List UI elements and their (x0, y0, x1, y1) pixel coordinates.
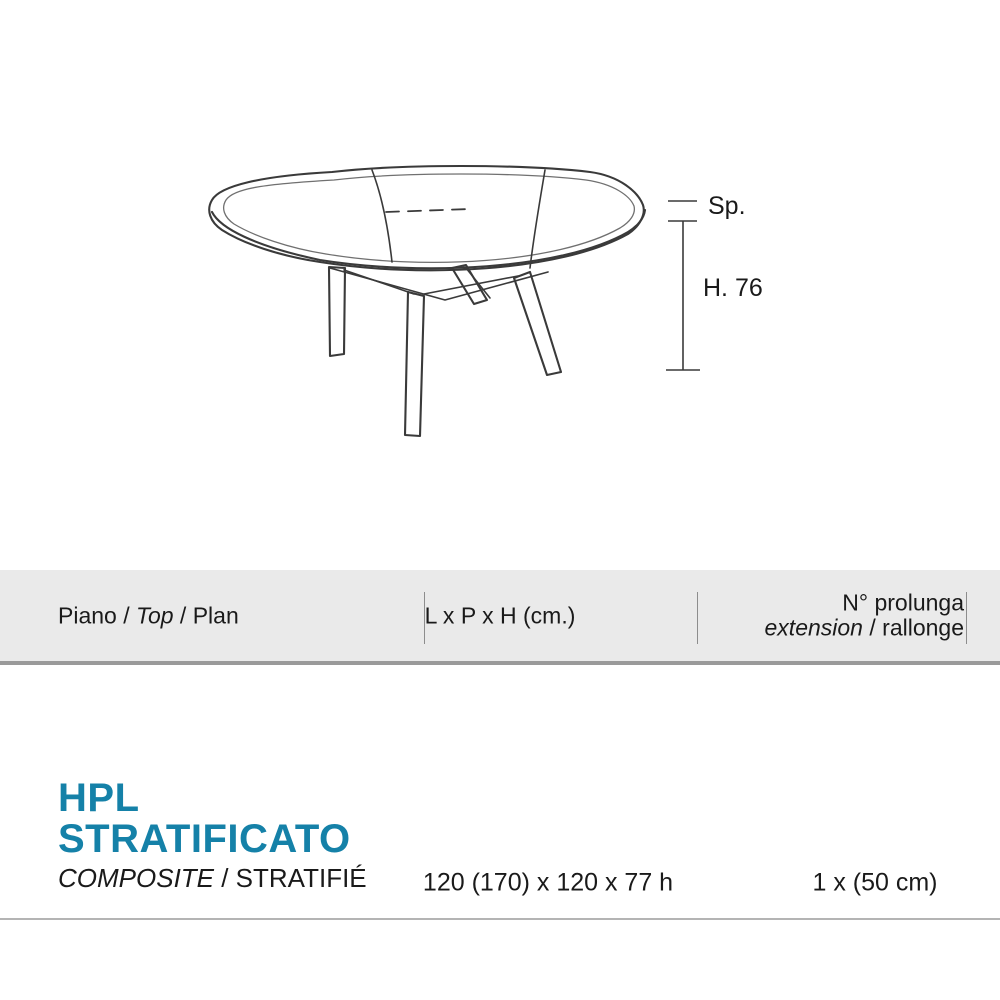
header-divider-3 (966, 592, 967, 644)
material-line-3 (58, 862, 367, 895)
header-col-extension-rest: / rallonge (862, 614, 964, 641)
header-col-dimensions: L x P x H (cm.) (424, 602, 576, 628)
leg-front-left (329, 267, 345, 356)
material-line-3-rest: / STRATIFIÉ (214, 862, 367, 893)
header-col-top-part1: Piano / (58, 602, 136, 628)
leg-front-center (405, 292, 424, 436)
spec-table-header (0, 570, 1000, 665)
tabletop-seam-left (372, 170, 392, 262)
leg-right (514, 272, 561, 375)
header-divider-2 (697, 592, 698, 644)
header-col-top-part2: Top (136, 602, 174, 628)
dimension-lines (666, 201, 700, 370)
height-label: H. 76 (703, 274, 763, 302)
material-line-3-italic: COMPOSITE (58, 862, 215, 893)
header-col-extension-italic: extension (764, 614, 863, 641)
thickness-label: Sp. (708, 192, 746, 220)
tabletop-inner-contour (224, 174, 635, 262)
tabletop-edge-thickness (212, 210, 645, 268)
header-col-top (58, 602, 239, 629)
header-col-extension-line2 (765, 616, 964, 642)
material-line-2: STRATIFICATO (58, 816, 351, 861)
material-line-1: HPL (58, 776, 140, 820)
extensions-cell: 1 x (50 cm) (812, 868, 938, 897)
row-bottom-rule (0, 918, 1000, 920)
dimensions-cell: 120 (170) x 120 x 77 h (422, 868, 674, 897)
leg-spar-right (424, 276, 518, 294)
header-col-extension-line1: N° prolunga (842, 588, 964, 615)
tabletop-outline (209, 166, 644, 270)
material-cell (58, 778, 367, 894)
header-col-extension (765, 590, 964, 642)
extension-dashed-line (386, 209, 470, 212)
table-row (0, 760, 1000, 920)
leg-spar-left (344, 270, 414, 294)
header-col-top-part3: / Plan (173, 602, 239, 628)
